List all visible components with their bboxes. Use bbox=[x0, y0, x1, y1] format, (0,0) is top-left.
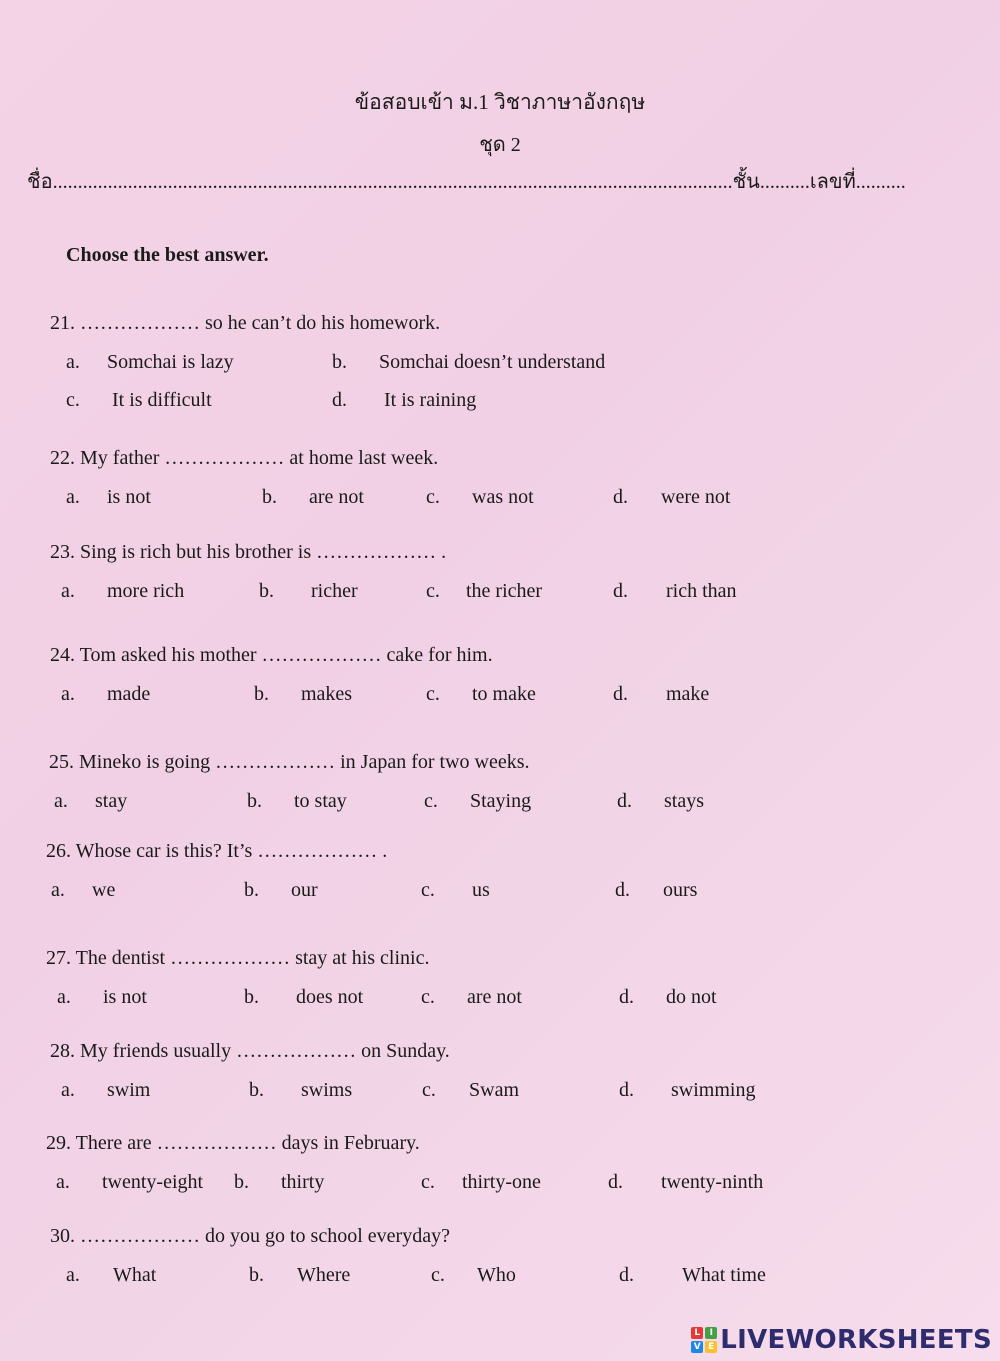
option-text[interactable]: is not bbox=[107, 486, 151, 508]
option-letter: c. bbox=[426, 580, 440, 602]
option-letter: b. bbox=[249, 1264, 264, 1286]
logo-tile: V bbox=[691, 1341, 703, 1353]
option-letter: a. bbox=[61, 580, 75, 602]
option-letter: c. bbox=[424, 790, 438, 812]
worksheet-title: ข้อสอบเข้า ม.1 วิชาภาษาอังกฤษ bbox=[354, 90, 646, 114]
option-letter: d. bbox=[617, 790, 632, 812]
option-text[interactable]: stays bbox=[664, 790, 704, 812]
option-text[interactable]: to make bbox=[472, 683, 536, 705]
option-letter: d. bbox=[619, 986, 634, 1008]
option-letter: c. bbox=[431, 1264, 445, 1286]
option-letter: c. bbox=[421, 1171, 435, 1193]
option-text[interactable]: us bbox=[472, 879, 490, 901]
option-text[interactable]: Somchai is lazy bbox=[107, 351, 234, 373]
option-letter: b. bbox=[259, 580, 274, 602]
option-letter: a. bbox=[66, 351, 80, 373]
option-letter: c. bbox=[422, 1079, 436, 1101]
option-letter: a. bbox=[51, 879, 65, 901]
option-letter: b. bbox=[234, 1171, 249, 1193]
question-22: 22. My father ……………… at home last week. bbox=[50, 447, 439, 469]
option-text[interactable]: make bbox=[666, 683, 710, 705]
option-letter: c. bbox=[426, 683, 440, 705]
question-24: 24. Tom asked his mother ……………… cake for him. bbox=[50, 644, 493, 666]
option-text[interactable]: It is raining bbox=[384, 389, 477, 411]
logo-tile: L bbox=[691, 1327, 703, 1339]
option-letter: c. bbox=[426, 486, 440, 508]
option-text[interactable]: more rich bbox=[107, 580, 185, 602]
question-30: 30. ……………… do you go to school everyday? bbox=[50, 1225, 450, 1247]
option-text[interactable]: Swam bbox=[469, 1079, 519, 1101]
option-text[interactable]: makes bbox=[301, 683, 353, 705]
option-text[interactable]: What time bbox=[682, 1264, 766, 1286]
option-text[interactable]: to stay bbox=[294, 790, 347, 812]
option-letter: d. bbox=[615, 879, 630, 901]
option-letter: d. bbox=[332, 389, 347, 411]
option-letter: c. bbox=[421, 986, 435, 1008]
option-letter: b. bbox=[332, 351, 347, 373]
option-letter: b. bbox=[254, 683, 269, 705]
option-text[interactable]: are not bbox=[467, 986, 522, 1008]
option-text[interactable]: our bbox=[291, 879, 318, 901]
option-text[interactable]: does not bbox=[296, 986, 364, 1008]
option-letter: a. bbox=[66, 486, 80, 508]
option-text[interactable]: swims bbox=[301, 1079, 353, 1101]
question-26: 26. Whose car is this? It’s ……………… . bbox=[46, 840, 388, 862]
question-25: 25. Mineko is going ……………… in Japan for two weeks. bbox=[49, 751, 530, 773]
option-letter: b. bbox=[262, 486, 277, 508]
liveworksheets-logo[interactable] bbox=[691, 1325, 992, 1355]
student-info-line: ชื่อ........................................................................................................................................ชั้น..........เลขที่.......... bbox=[27, 171, 906, 193]
option-letter: a. bbox=[61, 1079, 75, 1101]
option-text[interactable]: the richer bbox=[466, 580, 543, 602]
option-letter: a. bbox=[56, 1171, 70, 1193]
option-text[interactable]: we bbox=[92, 879, 116, 901]
option-letter: d. bbox=[613, 486, 628, 508]
option-text[interactable]: do not bbox=[666, 986, 717, 1008]
instruction: Choose the best answer. bbox=[66, 244, 269, 266]
worksheet-set: ชุด 2 bbox=[479, 134, 521, 156]
option-text[interactable]: Somchai doesn’t understand bbox=[379, 351, 606, 373]
option-letter: d. bbox=[613, 683, 628, 705]
option-text[interactable]: Staying bbox=[470, 790, 532, 812]
option-text[interactable]: Where bbox=[297, 1264, 351, 1286]
question-27: 27. The dentist ……………… stay at his clinic. bbox=[46, 947, 430, 969]
logo-tile: I bbox=[705, 1327, 717, 1339]
option-letter: b. bbox=[249, 1079, 264, 1101]
option-letter: d. bbox=[613, 580, 628, 602]
option-text[interactable]: are not bbox=[309, 486, 364, 508]
logo-tile: E bbox=[705, 1341, 717, 1353]
option-text[interactable]: made bbox=[107, 683, 151, 705]
option-text[interactable]: twenty-eight bbox=[102, 1171, 204, 1193]
brand-name: LIVEWORKSHEETS bbox=[720, 1325, 992, 1355]
option-letter: d. bbox=[619, 1264, 634, 1286]
question-21: 21. ……………… so he can’t do his homework. bbox=[50, 312, 441, 334]
option-letter: a. bbox=[61, 683, 75, 705]
option-text[interactable]: swim bbox=[107, 1079, 151, 1101]
option-letter: b. bbox=[244, 986, 259, 1008]
option-text[interactable]: Who bbox=[477, 1264, 516, 1286]
option-text[interactable]: thirty-one bbox=[462, 1171, 541, 1193]
question-28: 28. My friends usually ……………… on Sunday. bbox=[50, 1040, 450, 1062]
option-text[interactable]: It is difficult bbox=[112, 389, 212, 411]
option-letter: d. bbox=[619, 1079, 634, 1101]
option-letter: a. bbox=[54, 790, 68, 812]
option-letter: a. bbox=[57, 986, 71, 1008]
option-text[interactable]: ours bbox=[663, 879, 698, 901]
option-text[interactable]: What bbox=[113, 1264, 157, 1286]
option-text[interactable]: twenty-ninth bbox=[661, 1171, 764, 1193]
option-text[interactable]: is not bbox=[103, 986, 147, 1008]
question-29: 29. There are ……………… days in February. bbox=[46, 1132, 420, 1154]
option-letter: b. bbox=[247, 790, 262, 812]
option-text[interactable]: stay bbox=[95, 790, 128, 812]
option-letter: b. bbox=[244, 879, 259, 901]
option-text[interactable]: were not bbox=[661, 486, 731, 508]
option-letter: d. bbox=[608, 1171, 623, 1193]
question-23: 23. Sing is rich but his brother is ……………… . bbox=[50, 541, 447, 563]
option-letter: c. bbox=[66, 389, 80, 411]
option-text[interactable]: rich than bbox=[666, 580, 737, 602]
option-letter: a. bbox=[66, 1264, 80, 1286]
option-text[interactable]: was not bbox=[472, 486, 534, 508]
option-text[interactable]: swimming bbox=[671, 1079, 756, 1101]
option-text[interactable]: thirty bbox=[281, 1171, 325, 1193]
option-text[interactable]: richer bbox=[311, 580, 358, 602]
option-letter: c. bbox=[421, 879, 435, 901]
live-badge-icon bbox=[691, 1327, 717, 1353]
